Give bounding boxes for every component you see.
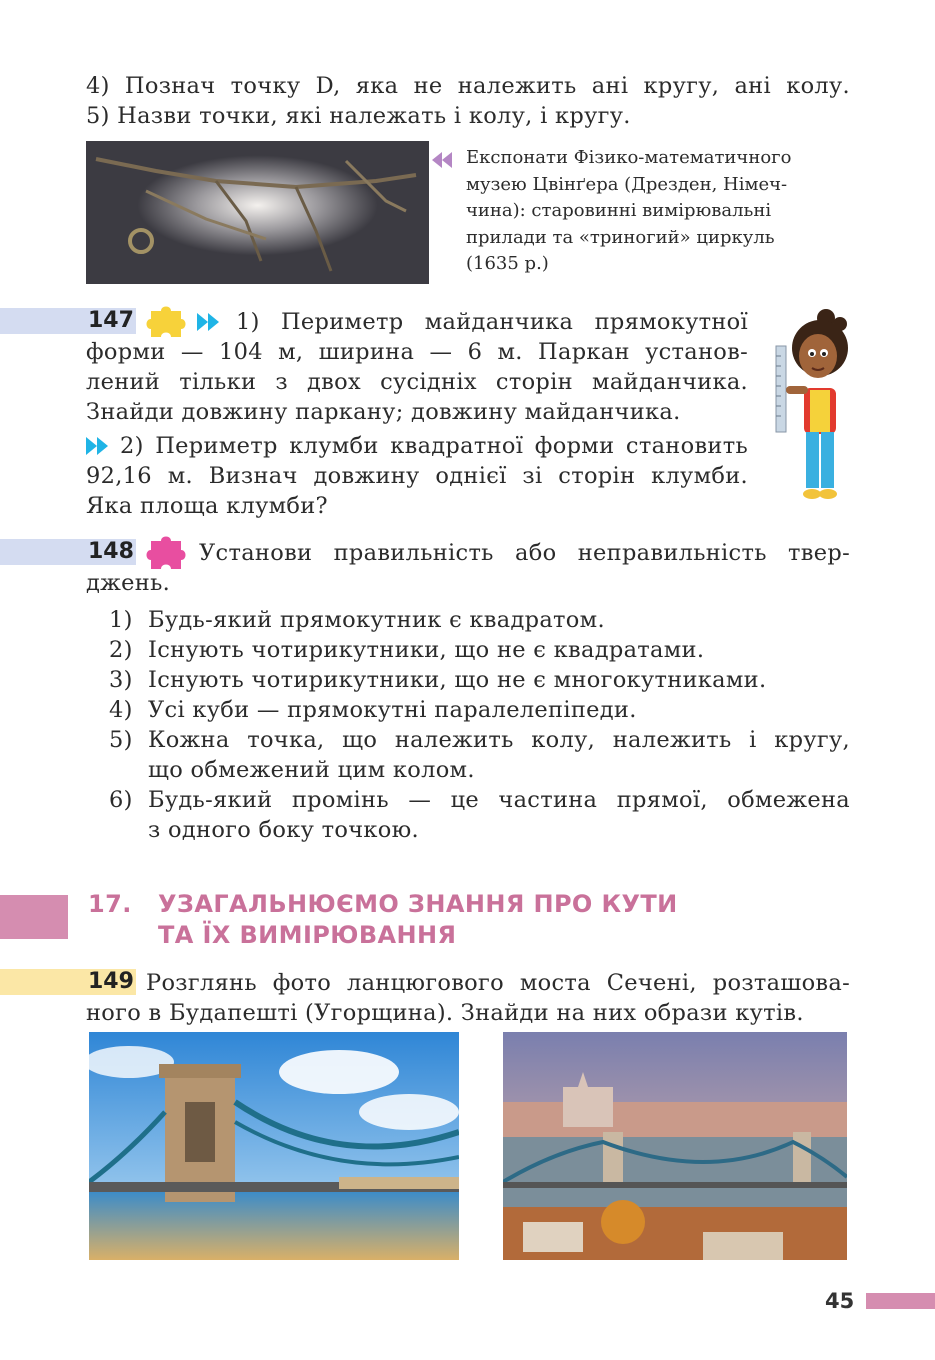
difficulty-arrow-icon [208,313,219,331]
museum-instruments-photo [86,141,429,284]
list-item-text: Існують чотирикутники, що не є многокутниками. [148,667,767,693]
item-4-text: 4) Познач точку D, яка не належить ані кругу, ані колу. [86,73,850,99]
list-item-text: Існують чотирикутники, що не є квадратами. [148,637,705,663]
section-number: 17. [88,890,132,918]
photo-caption-line: прилади та «триногий» циркуль [466,226,775,248]
photo-caption-line: (1635 р.) [466,253,549,274]
list-item-text: Кожна точка, що належить колу, належить і кругу, [148,727,850,753]
list-item-number: 2) [109,637,133,663]
photo-caption-line: Експонати Фізико-математичного [466,147,792,168]
list-item-number: 4) [109,697,133,723]
section-marker-band [0,895,68,939]
list-item-number: 1) [109,607,133,633]
list-item-number: 5) [109,727,133,753]
page-number-band [866,1293,935,1309]
puzzle-yellow-icon [145,303,187,339]
section-title: ТА ЇХ ВИМІРЮВАННЯ [158,921,457,949]
task-149-number: 149 [88,969,134,994]
list-item-text: що обмежений цим колом. [148,757,475,783]
list-item-number: 3) [109,667,133,693]
list-item-text: з одного боку точкою. [148,817,419,843]
chain-bridge-photo-closeup [89,1032,459,1260]
task-149-text: ного в Будапешті (Угорщина). Знайди на них образи кутів. [86,1000,804,1026]
list-item-text: Будь-який промінь — це частина прямої, обмежена [148,787,850,813]
puzzle-pink-icon [145,533,187,571]
section-title: УЗАГАЛЬНЮЄМО ЗНАННЯ ПРО КУТИ [158,890,678,918]
task-147-number: 147 [88,308,134,333]
caption-arrow-icon [432,152,442,168]
task-147-text: форми — 104 м, ширина — 6 м. Паркан установ- [86,339,748,365]
task-148-text: джень. [86,570,171,596]
item-5-text: 5) Назви точки, які належать і колу, і кругу. [86,103,631,129]
girl-with-ruler-illustration [772,306,864,506]
caption-arrow-icon [442,152,452,168]
task-147-text: 92,16 м. Визнач довжину однієї зі сторін клумби. [86,463,748,489]
task-148-text: Установи правильність або неправильність твер- [199,540,850,566]
task-148-number: 148 [88,539,134,564]
task-147-text: Знайди довжину паркану; довжину майданчика. [86,399,681,425]
photo-caption-line: музею Цвінґера (Дрезден, Німеч- [466,173,788,195]
difficulty-arrow-icon [97,437,108,455]
list-item-number: 6) [109,787,133,813]
difficulty-arrow-icon [197,313,208,331]
task-149-text: Розглянь фото ланцюгового моста Сечені, розташова- [146,970,850,996]
list-item-text: Усі куби — прямокутні паралелепіпеди. [148,697,637,723]
list-item-text: Будь-який прямокутник є квадратом. [148,607,605,633]
task-147-text: лений тільки з двох сусідніх сторін майданчика. [86,369,748,395]
task-147-text: 2) Периметр клумби квадратної форми становить [120,433,748,459]
page-number: 45 [825,1289,855,1313]
task-147-text: 1) Периметр майданчика прямокутної [236,309,748,335]
task-147-text: Яка площа клумби? [86,493,328,519]
difficulty-arrow-icon [86,437,97,455]
photo-caption-line: чина): старовинні вимірювальні [466,200,772,221]
chain-bridge-photo-panorama [503,1032,847,1260]
